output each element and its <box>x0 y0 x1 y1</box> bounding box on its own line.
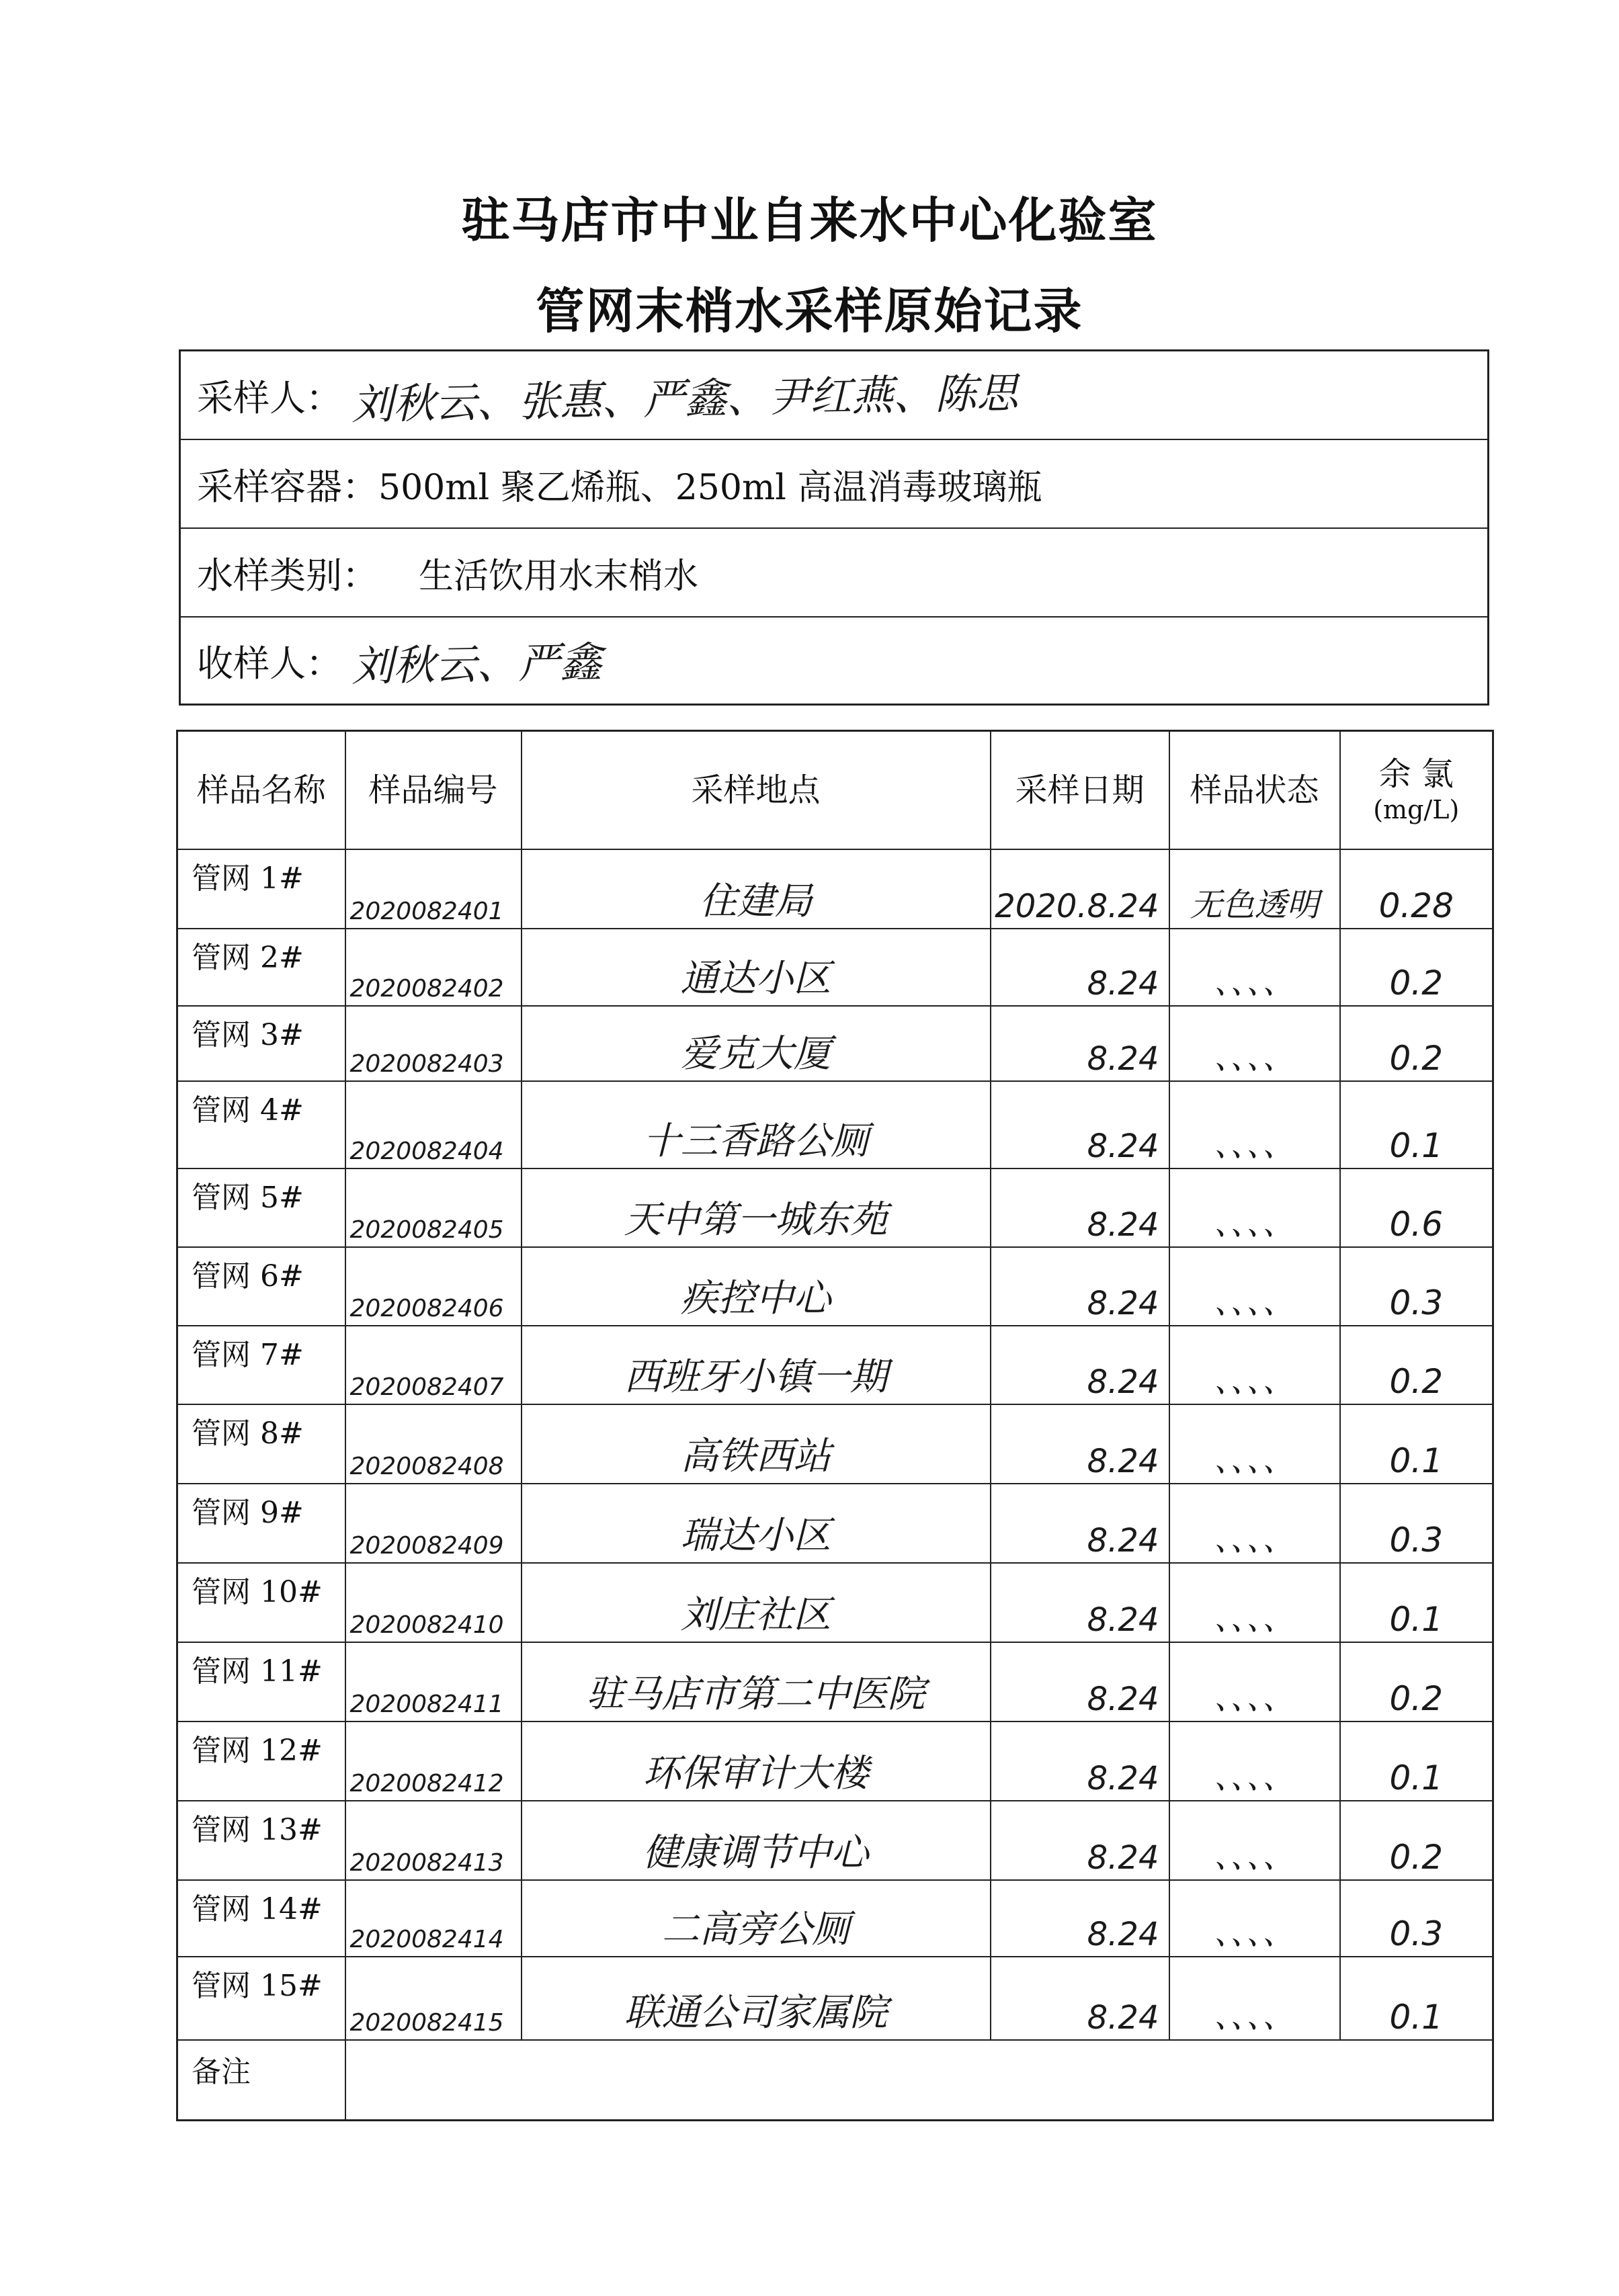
sample-code-cell: 2020082414 <box>345 1880 522 1957</box>
sample-date-cell: 2020.8.24 <box>991 849 1169 929</box>
sample-state-cell: 、、、、 <box>1169 1247 1340 1326</box>
table-row <box>177 1247 1493 1326</box>
table-row <box>177 1484 1493 1563</box>
sample-date-cell: 8.24 <box>991 1563 1169 1642</box>
sample-table <box>176 730 1494 2121</box>
sample-state-cell: 、、、、 <box>1169 1484 1340 1563</box>
sample-chlorine-cell: 0.3 <box>1340 1880 1493 1957</box>
sample-code-cell: 2020082408 <box>345 1404 522 1484</box>
sample-location-cell: 高铁西站 <box>522 1404 991 1484</box>
table-row <box>177 929 1493 1006</box>
sample-chlorine-cell: 0.6 <box>1340 1168 1493 1247</box>
sample-name-cell: 管网 10# <box>177 1563 345 1642</box>
sample-code-cell: 2020082412 <box>345 1721 522 1801</box>
sample-date-cell: 8.24 <box>991 1880 1169 1957</box>
sample-chlorine-cell: 0.2 <box>1340 1006 1493 1081</box>
sample-chlorine-cell: 0.2 <box>1340 1801 1493 1880</box>
receiver-label: 收样人： <box>197 642 342 685</box>
sample-date-cell: 8.24 <box>991 1168 1169 1247</box>
header-chlorine <box>1340 731 1493 849</box>
sampler-row <box>181 351 1487 440</box>
table-row <box>177 1880 1493 1957</box>
sample-name-cell: 管网 9# <box>177 1484 345 1563</box>
sample-code-cell: 2020082410 <box>345 1563 522 1642</box>
sample-date-cell: 8.24 <box>991 1404 1169 1484</box>
sample-code-cell: 2020082411 <box>345 1642 522 1721</box>
sample-name-cell: 管网 3# <box>177 1006 345 1081</box>
sample-date-cell: 8.24 <box>991 1721 1169 1801</box>
table-row <box>177 1326 1493 1404</box>
sample-code-cell: 2020082406 <box>345 1247 522 1326</box>
sample-location-cell: 西班牙小镇一期 <box>522 1326 991 1404</box>
header-state: 样品状态 <box>1169 731 1340 849</box>
header-date: 采样日期 <box>991 731 1169 849</box>
table-row <box>177 1404 1493 1484</box>
info-box <box>179 349 1489 706</box>
sample-date-cell: 8.24 <box>991 1642 1169 1721</box>
container-row <box>181 440 1487 529</box>
sample-state-cell: 、、、、 <box>1169 1957 1340 2040</box>
receiver-value: 刘秋云、严鑫 <box>351 637 602 691</box>
sample-date-cell: 8.24 <box>991 1247 1169 1326</box>
sample-name-cell: 管网 4# <box>177 1081 345 1168</box>
sample-location-cell: 健康调节中心 <box>522 1801 991 1880</box>
table-header-row <box>177 731 1493 849</box>
sample-code-cell: 2020082404 <box>345 1081 522 1168</box>
sample-chlorine-cell: 0.1 <box>1340 1404 1493 1484</box>
sample-date-cell: 8.24 <box>991 1957 1169 2040</box>
sample-date-cell: 8.24 <box>991 1326 1169 1404</box>
sample-name-cell: 管网 1# <box>177 849 345 929</box>
sample-state-cell: 、、、、 <box>1169 1801 1340 1880</box>
sample-location-cell: 环保审计大楼 <box>522 1721 991 1801</box>
sample-chlorine-cell: 0.28 <box>1340 849 1493 929</box>
sample-name-cell: 管网 12# <box>177 1721 345 1801</box>
table-row <box>177 849 1493 929</box>
sample-chlorine-cell: 0.2 <box>1340 1326 1493 1404</box>
sample-location-cell: 联通公司家属院 <box>522 1957 991 2040</box>
table-body <box>177 849 1493 2040</box>
sample-date-cell: 8.24 <box>991 1801 1169 1880</box>
sample-name-cell: 管网 8# <box>177 1404 345 1484</box>
sample-state-cell: 、、、、 <box>1169 1081 1340 1168</box>
sample-code-cell: 2020082409 <box>345 1484 522 1563</box>
sample-chlorine-cell: 0.1 <box>1340 1957 1493 2040</box>
table-row <box>177 1563 1493 1642</box>
sample-chlorine-cell: 0.1 <box>1340 1721 1493 1801</box>
table-row <box>177 1168 1493 1247</box>
sample-location-cell: 疾控中心 <box>522 1247 991 1326</box>
sample-name-cell: 管网 15# <box>177 1957 345 2040</box>
sample-date-cell: 8.24 <box>991 929 1169 1006</box>
sample-chlorine-cell: 0.2 <box>1340 929 1493 1006</box>
sample-date-cell: 8.24 <box>991 1484 1169 1563</box>
header-chlorine-label: 余 氯 <box>1378 755 1454 793</box>
sample-location-cell: 十三香路公厕 <box>522 1081 991 1168</box>
sample-code-cell: 2020082413 <box>345 1801 522 1880</box>
sampler-value: 刘秋云、张惠、严鑫、尹红燕、陈思 <box>351 368 1019 429</box>
sample-chlorine-cell: 0.3 <box>1340 1247 1493 1326</box>
sample-code-cell: 2020082415 <box>345 1957 522 2040</box>
sample-state-cell: 无色透明 <box>1169 849 1340 929</box>
sample-code-cell: 2020082401 <box>345 849 522 929</box>
table-row <box>177 1721 1493 1801</box>
header-location: 采样地点 <box>522 731 991 849</box>
remark-row <box>177 2040 1493 2121</box>
remark-label: 备注 <box>177 2040 345 2121</box>
sample-location-cell: 住建局 <box>522 849 991 929</box>
sample-date-cell: 8.24 <box>991 1006 1169 1081</box>
table-row <box>177 1006 1493 1081</box>
sample-code-cell: 2020082403 <box>345 1006 522 1081</box>
water-type-label: 水样类别： <box>197 554 378 597</box>
sample-chlorine-cell: 0.1 <box>1340 1081 1493 1168</box>
sample-date-cell: 8.24 <box>991 1081 1169 1168</box>
sampler-label: 采样人： <box>197 376 342 419</box>
sample-code-cell: 2020082402 <box>345 929 522 1006</box>
sample-chlorine-cell: 0.1 <box>1340 1563 1493 1642</box>
header-sample-code: 样品编号 <box>345 731 522 849</box>
sample-location-cell: 瑞达小区 <box>522 1484 991 1563</box>
page-subtitle: 管网末梢水采样原始记录 <box>536 283 1083 339</box>
sample-name-cell: 管网 6# <box>177 1247 345 1326</box>
sample-chlorine-cell: 0.2 <box>1340 1642 1493 1721</box>
sample-name-cell: 管网 11# <box>177 1642 345 1721</box>
table-row <box>177 1081 1493 1168</box>
table-row <box>177 1957 1493 2040</box>
sample-name-cell: 管网 7# <box>177 1326 345 1404</box>
sample-chlorine-cell: 0.3 <box>1340 1484 1493 1563</box>
container-label: 采样容器： <box>197 465 378 508</box>
sample-state-cell: 、、、、 <box>1169 1006 1340 1081</box>
sample-location-cell: 二高旁公厕 <box>522 1880 991 1957</box>
table-row <box>177 1642 1493 1721</box>
header-chlorine-unit: (mg/L) <box>1373 795 1460 824</box>
sample-state-cell: 、、、、 <box>1169 1326 1340 1404</box>
sample-code-cell: 2020082405 <box>345 1168 522 1247</box>
sample-location-cell: 通达小区 <box>522 929 991 1006</box>
table-row <box>177 1801 1493 1880</box>
sample-name-cell: 管网 5# <box>177 1168 345 1247</box>
remark-value <box>345 2040 1493 2121</box>
sample-state-cell: 、、、、 <box>1169 1168 1340 1247</box>
container-value: 500ml 聚乙烯瓶、250ml 高温消毒玻璃瓶 <box>378 467 1042 508</box>
water-type-value: 生活饮用水末梢水 <box>419 556 699 597</box>
sample-location-cell: 刘庄社区 <box>522 1563 991 1642</box>
page-title: 驻马店市中业自来水中心化验室 <box>461 192 1158 249</box>
header-sample-name: 样品名称 <box>177 731 345 849</box>
sample-state-cell: 、、、、 <box>1169 1721 1340 1801</box>
sample-state-cell: 、、、、 <box>1169 1563 1340 1642</box>
sample-name-cell: 管网 13# <box>177 1801 345 1880</box>
receiver-row <box>181 618 1487 704</box>
sample-location-cell: 爱克大厦 <box>522 1006 991 1081</box>
sample-state-cell: 、、、、 <box>1169 1404 1340 1484</box>
water-type-row <box>181 529 1487 618</box>
sample-location-cell: 驻马店市第二中医院 <box>522 1642 991 1721</box>
sample-name-cell: 管网 14# <box>177 1880 345 1957</box>
sample-code-cell: 2020082407 <box>345 1326 522 1404</box>
sample-state-cell: 、、、、 <box>1169 1642 1340 1721</box>
sample-state-cell: 、、、、 <box>1169 929 1340 1006</box>
sample-location-cell: 天中第一城东苑 <box>522 1168 991 1247</box>
sample-name-cell: 管网 2# <box>177 929 345 1006</box>
sample-state-cell: 、、、、 <box>1169 1880 1340 1957</box>
